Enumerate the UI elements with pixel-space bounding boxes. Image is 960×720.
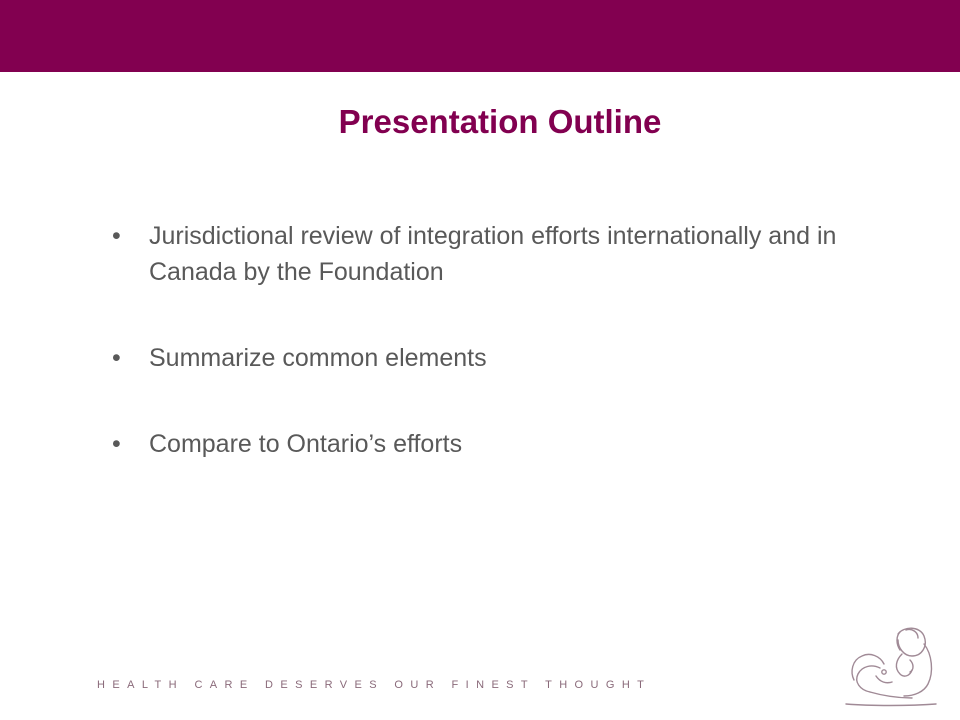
bullet-item: [112, 218, 872, 290]
bullet-item: [112, 340, 872, 376]
header-band: [0, 0, 960, 72]
slide-title: Presentation Outline: [338, 103, 662, 140]
bullet-list: [112, 218, 872, 512]
footer-tagline: HEALTH CARE DESERVES OUR FINEST THOUGHT: [97, 679, 652, 691]
bullet-text: Jurisdictional review of integration efforts internationally and in Canada by the Foundation: [149, 222, 837, 286]
bullet-marker: •: [112, 430, 121, 458]
bullet-marker: •: [112, 222, 121, 250]
bullet-marker: •: [112, 344, 121, 372]
bullet-text: Compare to Ontario’s efforts: [149, 430, 463, 458]
bullet-text: Summarize common elements: [149, 344, 487, 372]
thinker-figure-logo-icon: [840, 620, 940, 710]
bullet-item: [112, 426, 872, 462]
